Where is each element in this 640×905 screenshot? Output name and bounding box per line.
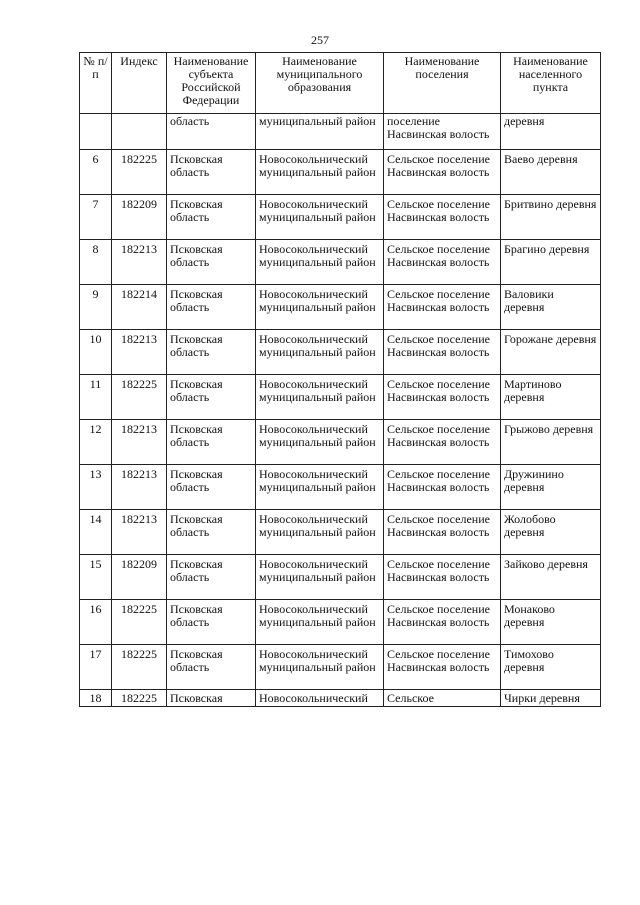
- cell-locality: Монаково деревня: [501, 600, 601, 645]
- cell-locality: Брагино деревня: [501, 240, 601, 285]
- cell-municipality: Новосокольнический муниципальный район: [256, 510, 384, 555]
- cell-subject: Псковская область: [167, 600, 256, 645]
- cell-locality: Тимохово деревня: [501, 645, 601, 690]
- cell-municipality: Новосокольнический муниципальный район: [256, 195, 384, 240]
- cell-locality: Ваево деревня: [501, 150, 601, 195]
- table-row-continuation: [80, 114, 601, 150]
- cell-settlement: Сельское поселение Насвинская волость: [384, 240, 501, 285]
- header-municipality: Наименование муниципального образования: [256, 53, 384, 114]
- cell-settlement: Сельское поселение Насвинская волость: [384, 285, 501, 330]
- cell-settlement: Сельское поселение Насвинская волость: [384, 555, 501, 600]
- header-subject: Наименование субъекта Российской Федерации: [167, 53, 256, 114]
- table-row: [80, 240, 601, 285]
- cell-index: 182225: [112, 375, 167, 420]
- cell-municipality: Новосокольнический муниципальный район: [256, 150, 384, 195]
- table-row: [80, 600, 601, 645]
- table-body: [80, 114, 601, 707]
- cell-index: 182225: [112, 150, 167, 195]
- cell-locality: Мартиново деревня: [501, 375, 601, 420]
- cell-settlement: Сельское: [384, 690, 501, 707]
- table-header-row: [80, 53, 601, 114]
- cell-index: 182209: [112, 555, 167, 600]
- cell-settlement: Сельское поселение Насвинская волость: [384, 150, 501, 195]
- cell-number: 7: [80, 195, 112, 240]
- table-row: [80, 465, 601, 510]
- cell-municipality: Новосокольнический муниципальный район: [256, 465, 384, 510]
- cell-number: 17: [80, 645, 112, 690]
- page-number: 257: [311, 33, 329, 47]
- cell-locality: Жолобово деревня: [501, 510, 601, 555]
- cell-index: [112, 114, 167, 150]
- table-row: [80, 510, 601, 555]
- cell-settlement: Сельское поселение Насвинская волость: [384, 330, 501, 375]
- cell-subject: Псковская область: [167, 510, 256, 555]
- table-row: [80, 375, 601, 420]
- cell-settlement: Сельское поселение Насвинская волость: [384, 645, 501, 690]
- cell-locality: Дружинино деревня: [501, 465, 601, 510]
- cell-subject: область: [167, 114, 256, 150]
- table-row: [80, 330, 601, 375]
- cell-subject: Псковская область: [167, 555, 256, 600]
- header-settlement: Наименование поселения: [384, 53, 501, 114]
- cell-settlement: Сельское поселение Насвинская волость: [384, 510, 501, 555]
- table-row: [80, 690, 601, 707]
- cell-municipality: Новосокольнический: [256, 690, 384, 707]
- table-row: [80, 420, 601, 465]
- cell-settlement: Сельское поселение Насвинская волость: [384, 420, 501, 465]
- cell-number: 15: [80, 555, 112, 600]
- cell-number: 8: [80, 240, 112, 285]
- cell-subject: Псковская область: [167, 375, 256, 420]
- cell-number: 16: [80, 600, 112, 645]
- cell-number: 13: [80, 465, 112, 510]
- cell-subject: Псковская область: [167, 195, 256, 240]
- cell-locality: Грыжово деревня: [501, 420, 601, 465]
- cell-number: 14: [80, 510, 112, 555]
- table-row: [80, 555, 601, 600]
- cell-subject: Псковская область: [167, 645, 256, 690]
- cell-subject: Псковская область: [167, 240, 256, 285]
- cell-locality: Бритвино деревня: [501, 195, 601, 240]
- cell-municipality: Новосокольнический муниципальный район: [256, 240, 384, 285]
- table-row: [80, 285, 601, 330]
- header-index: Индекс: [112, 53, 167, 114]
- cell-index: 182213: [112, 465, 167, 510]
- cell-subject: Псковская область: [167, 285, 256, 330]
- cell-number: 10: [80, 330, 112, 375]
- cell-municipality: Новосокольнический муниципальный район: [256, 285, 384, 330]
- cell-subject: Псковская область: [167, 465, 256, 510]
- cell-index: 182225: [112, 690, 167, 707]
- cell-subject: Псковская область: [167, 330, 256, 375]
- table-row: [80, 195, 601, 240]
- cell-subject: Псковская область: [167, 150, 256, 195]
- cell-index: 182225: [112, 645, 167, 690]
- cell-number: 9: [80, 285, 112, 330]
- cell-index: 182225: [112, 600, 167, 645]
- cell-number: 18: [80, 690, 112, 707]
- cell-number: 11: [80, 375, 112, 420]
- cell-number: [80, 114, 112, 150]
- cell-locality: Горожане деревня: [501, 330, 601, 375]
- cell-index: 182213: [112, 420, 167, 465]
- cell-number: 6: [80, 150, 112, 195]
- cell-municipality: Новосокольнический муниципальный район: [256, 555, 384, 600]
- cell-index: 182214: [112, 285, 167, 330]
- cell-subject: Псковская область: [167, 420, 256, 465]
- cell-locality: деревня: [501, 114, 601, 150]
- cell-index: 182213: [112, 240, 167, 285]
- cell-locality: Валовики деревня: [501, 285, 601, 330]
- cell-municipality: Новосокольнический муниципальный район: [256, 330, 384, 375]
- cell-municipality: Новосокольнический муниципальный район: [256, 645, 384, 690]
- cell-municipality: Новосокольнический муниципальный район: [256, 375, 384, 420]
- header-locality: Наименование населенного пункта: [501, 53, 601, 114]
- cell-settlement: поселение Насвинская волость: [384, 114, 501, 150]
- cell-municipality: Новосокольнический муниципальный район: [256, 420, 384, 465]
- settlements-table: [79, 52, 601, 707]
- cell-settlement: Сельское поселение Насвинская волость: [384, 600, 501, 645]
- cell-locality: Чирки деревня: [501, 690, 601, 707]
- cell-settlement: Сельское поселение Насвинская волость: [384, 375, 501, 420]
- cell-index: 182213: [112, 510, 167, 555]
- header-number: № п/п: [80, 53, 112, 114]
- table-row: [80, 150, 601, 195]
- cell-index: 182213: [112, 330, 167, 375]
- cell-settlement: Сельское поселение Насвинская волость: [384, 195, 501, 240]
- cell-subject: Псковская: [167, 690, 256, 707]
- cell-number: 12: [80, 420, 112, 465]
- table-row: [80, 645, 601, 690]
- cell-index: 182209: [112, 195, 167, 240]
- cell-settlement: Сельское поселение Насвинская волость: [384, 465, 501, 510]
- cell-municipality: Новосокольнический муниципальный район: [256, 600, 384, 645]
- cell-municipality: муниципальный район: [256, 114, 384, 150]
- cell-locality: Зайково деревня: [501, 555, 601, 600]
